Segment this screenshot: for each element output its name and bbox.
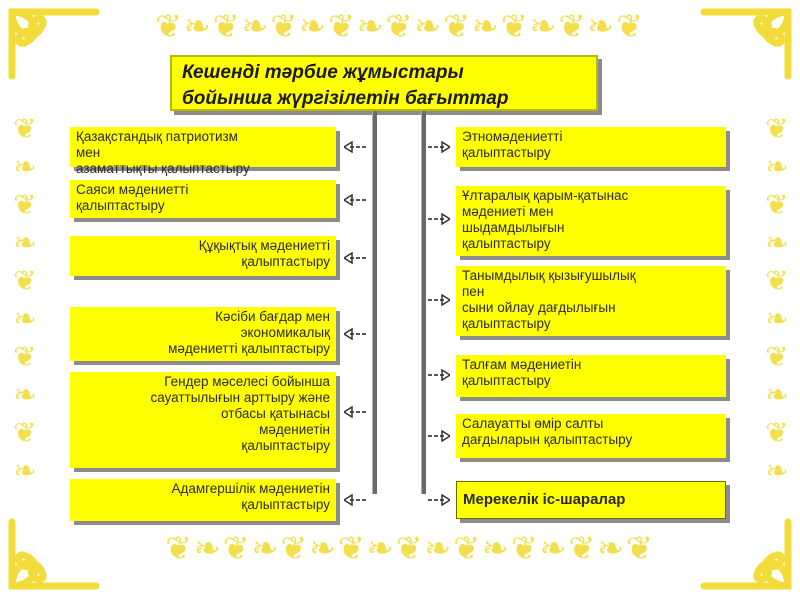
arrow-right-icon [428, 369, 450, 381]
arrow-left-icon [344, 494, 366, 506]
arrow-left-icon [344, 252, 366, 264]
left-item-patriotism: Қазақстандық патриотизм мен азаматтықты қалыптастыру [70, 127, 336, 167]
ornament-corner-bottom-right [696, 514, 796, 594]
arrow-right-icon [428, 294, 450, 306]
arrow-left-icon [344, 406, 366, 418]
connector-trunk-left [372, 111, 377, 494]
ornament-corner-top-right [696, 4, 796, 84]
right-item-ethnoculture: Этномәдениетті қалыптастыру [456, 127, 726, 167]
ornament-corner-top-left [4, 4, 104, 84]
connector-trunk-right [421, 111, 426, 494]
right-item-critical-thinking: Танымдылық қызығушылық пен сыни ойлау дағдылығын қалыптастыру [456, 266, 726, 336]
ornament-corner-bottom-left [4, 514, 104, 594]
arrow-left-icon [344, 328, 366, 340]
ornament-border-left: ❦❧❦❧❦❧❦❧❦❧ [13, 112, 39, 487]
left-item-moral-culture: Адамгершілік мәдениетін қалыптастыру [70, 479, 336, 521]
diagram-title: Кешенді тәрбие жұмыстары бойынша жүргізілетін бағыттар [170, 55, 598, 111]
arrow-right-icon [428, 213, 450, 225]
left-item-career-economic: Кәсіби бағдар мен экономикалық мәдениетті қалыптастыру [70, 307, 336, 361]
arrow-right-icon [428, 141, 450, 153]
right-item-festive-events: Мерекелік іс-шаралар [456, 481, 726, 519]
ornament-border-right: ❦❧❦❧❦❧❦❧❦❧ [765, 112, 791, 487]
ornament-border-top: ❦❧❦❧❦❧❦❧❦❧❦❧❦❧❦❧❦ [155, 7, 645, 45]
arrow-right-icon [428, 494, 450, 506]
right-item-interethnic: Ұлтаралық қарым-қатынас мәдениеті мен шыдамдылығын қалыптастыру [456, 186, 726, 256]
arrow-left-icon [344, 194, 366, 206]
ornament-border-bottom: ❦❧❦❧❦❧❦❧❦❧❦❧❦❧❦❧❦ [165, 529, 655, 567]
left-item-legal-culture: Құқықтық мәдениетті қалыптастыру [70, 236, 336, 276]
arrow-right-icon [428, 430, 450, 442]
left-item-political-culture: Саяси мәдениетті қалыптастыру [70, 180, 336, 218]
left-item-gender-family: Гендер мәселесі бойынша сауаттылығын арттыру және отбасы қатынасы мәдениетін қалыптастыру [70, 372, 336, 468]
right-item-taste-culture: Талғам мәдениетін қалыптастыру [456, 355, 726, 397]
arrow-left-icon [344, 141, 366, 153]
right-item-healthy-lifestyle: Салауатты өмір салты дағдыларын қалыптастыру [456, 414, 726, 458]
